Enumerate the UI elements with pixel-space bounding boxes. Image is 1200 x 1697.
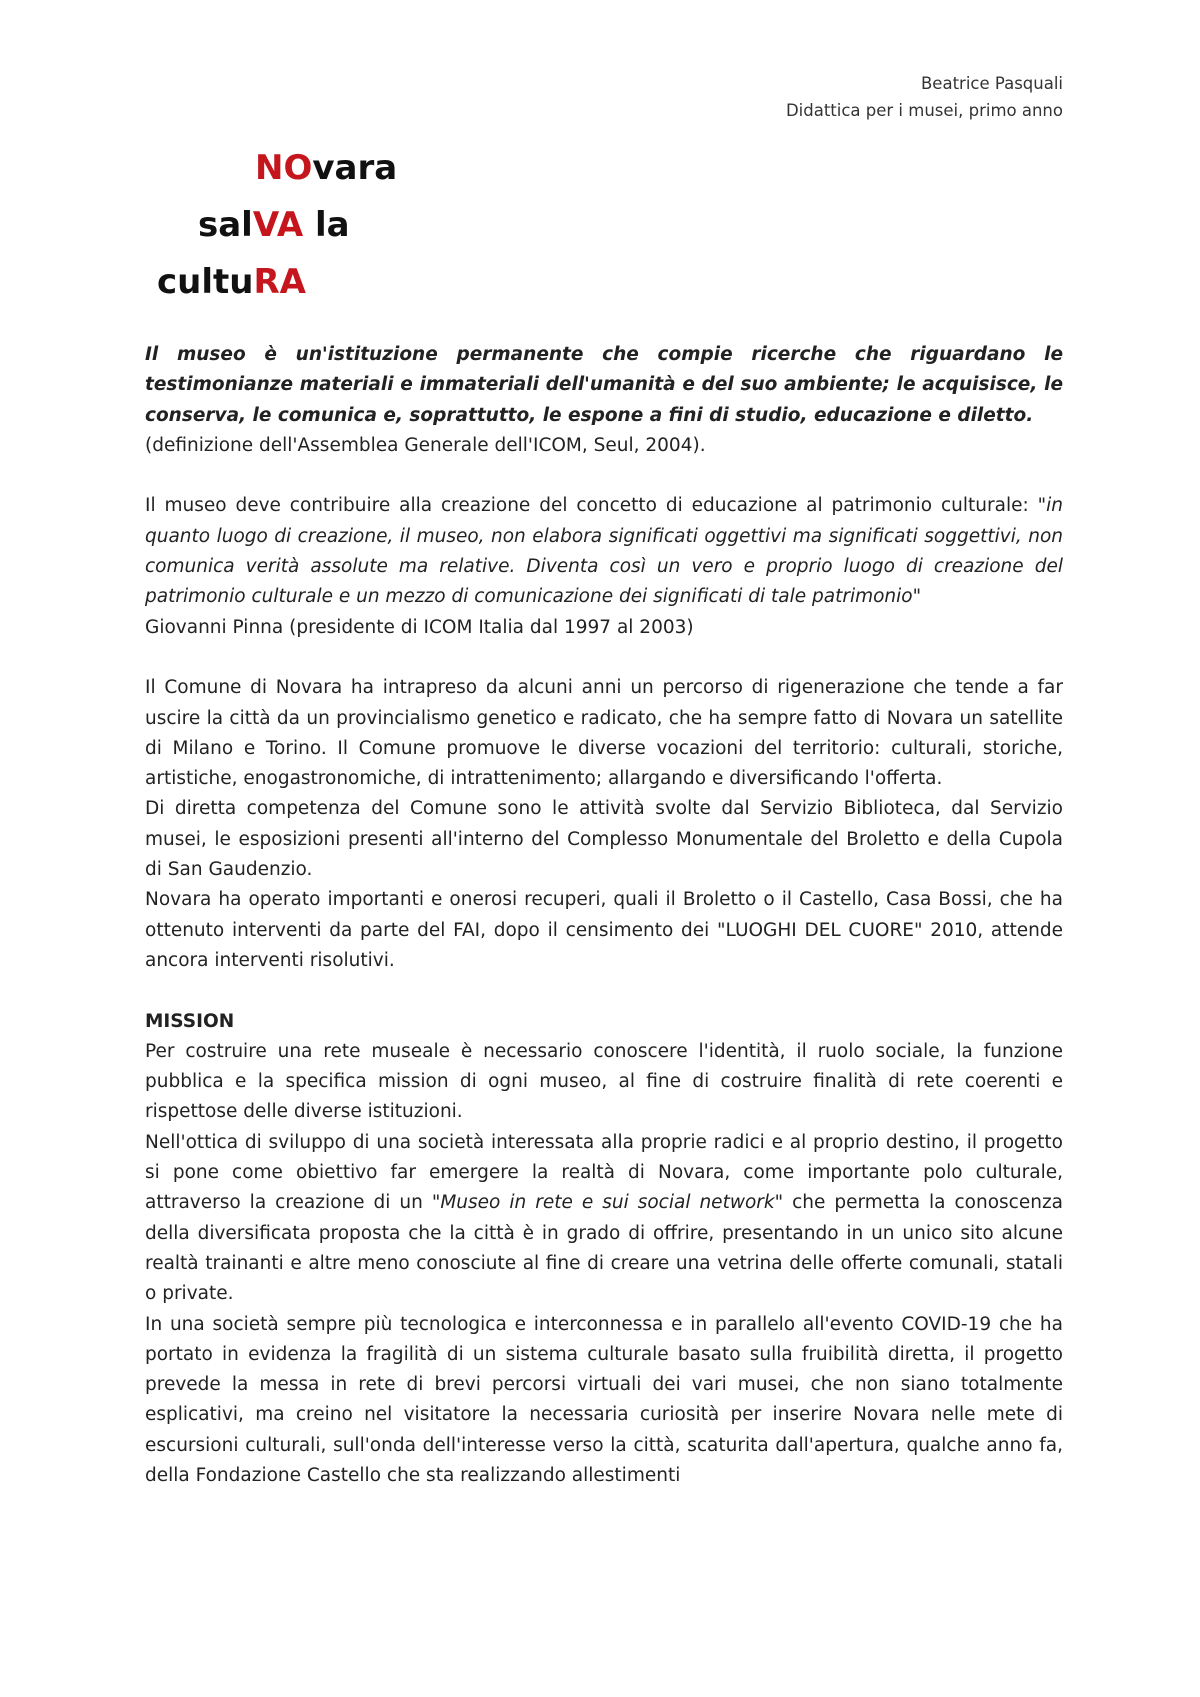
mission-paragraph-3: In una società sempre più tecnologica e interconnessa e in parallelo all'evento COVID-19 che ha portato in evidenza la fragilità di un sistema culturale basato sulla fruibilità diretta, il progetto prevede la messa in rete di brevi percorsi virtuali dei vari musei, che non siano totalmente esplicativi, ma creino nel visitatore la necessaria curiosità per inserire Novara nelle mete di escursioni culturali, sull'onda dell'interesse verso la città, scaturita dall'apertura, qualche anno fa, della Fondazione Castello che sta realizzando allestimenti: [145, 1313, 1063, 1486]
logo-text: vara: [312, 148, 398, 188]
pinna-paragraph: [145, 491, 1063, 612]
logo-text: sal: [198, 205, 253, 245]
icom-definition-source: (definizione dell'Assemblea Generale dell'ICOM, Seul, 2004).: [145, 434, 706, 456]
pinna-intro: Il museo deve contribuire alla creazione del concetto di educazione al patrimonio culturale:: [145, 495, 1038, 517]
quote-mark: ": [912, 586, 922, 608]
logo-accent: RA: [253, 262, 306, 302]
mission-paragraph-1: Per costruire una rete museale è necessario conoscere l'identità, il ruolo sociale, la funzione pubblica e la specifica mission di ogni museo, al fine di costruire finalità di rete coerenti e rispettose delle diverse istituzioni.: [145, 1040, 1063, 1123]
pinna-author: Giovanni Pinna (presidente di ICOM Italia dal 1997 al 2003): [145, 616, 694, 638]
mission-text: " che permetta la conoscenza della diversificata proposta che la città è in grado di offrire, presentando in un unico sito alcune realtà trainanti e altre meno conosciute al fine di creare una vetrina delle offerte comunali, statali o private.: [145, 1192, 1063, 1305]
icom-definition-quote: Il museo è un'istituzione permanente che compie ricerche che riguardano le testimonianze materiali e immateriali dell'umanità e del suo ambiente; le acquisisce, le conserva, le comunica e, soprattutto, le espone a fini di studio, educazione e diletto.: [145, 344, 1063, 426]
mission-paragraph-2: [145, 1128, 1063, 1310]
comune-paragraph-3: Novara ha operato importanti e onerosi recuperi, quali il Broletto o il Castello, Casa Bossi, che ha ottenuto interventi da parte del FAI, dopo il censimento dei "LUOGHI DEL CUORE" 2010, attende ancora interventi risolutivi.: [145, 889, 1063, 971]
course-name: Didattica per i musei, primo anno: [785, 101, 1063, 120]
author-name: Beatrice Pasquali: [920, 74, 1063, 93]
logo-line-1: [255, 140, 397, 197]
document-body: [145, 340, 1063, 1491]
mission-heading: MISSION: [145, 1010, 235, 1032]
logo-line-3: [157, 254, 306, 311]
logo-line-2: [198, 197, 350, 254]
logo-accent: NO: [255, 148, 313, 188]
page-header: [786, 70, 1063, 124]
comune-paragraph-2: Di diretta competenza del Comune sono le attività svolte dal Servizio Biblioteca, dal Servizio musei, le esposizioni presenti all'interno del Complesso Monumentale del Broletto e della Cupola di San Gaudenzio.: [145, 798, 1063, 881]
museo-in-rete-title: Museo in rete e sui social network: [440, 1192, 775, 1214]
pinna-quote: in quanto luogo di creazione, il museo, non elabora significati oggettivi ma significati soggettivi, non comunica verità assolute ma relative. Diventa così un vero e proprio luogo di creazione del patrimonio culturale e un mezzo di comunicazione dei significati di tale patrimonio: [145, 495, 1063, 608]
mission-text: Nell'ottica di sviluppo di una società interessata alla proprie radici e al proprio destino, il progetto si pone come obiettivo far emergere la realtà di Novara, come importante polo culturale, attraverso la creazione di un ": [145, 1131, 1063, 1214]
logo-text: cultu: [157, 262, 254, 302]
quote-mark: ": [1037, 495, 1047, 517]
comune-paragraph-1: Il Comune di Novara ha intrapreso da alcuni anni un percorso di rigenerazione che tende a far uscire la città da un provincialismo genetico e radicato, che ha sempre fatto di Novara un satellite di Milano e Torino. Il Comune promuove le diverse vocazioni del territorio: culturali, storiche, artistiche, enogastronomiche, di intrattenimento; allargando e diversificando l'offerta.: [145, 677, 1063, 790]
logo-text: la: [303, 205, 350, 245]
logo-accent: VA: [252, 205, 304, 245]
